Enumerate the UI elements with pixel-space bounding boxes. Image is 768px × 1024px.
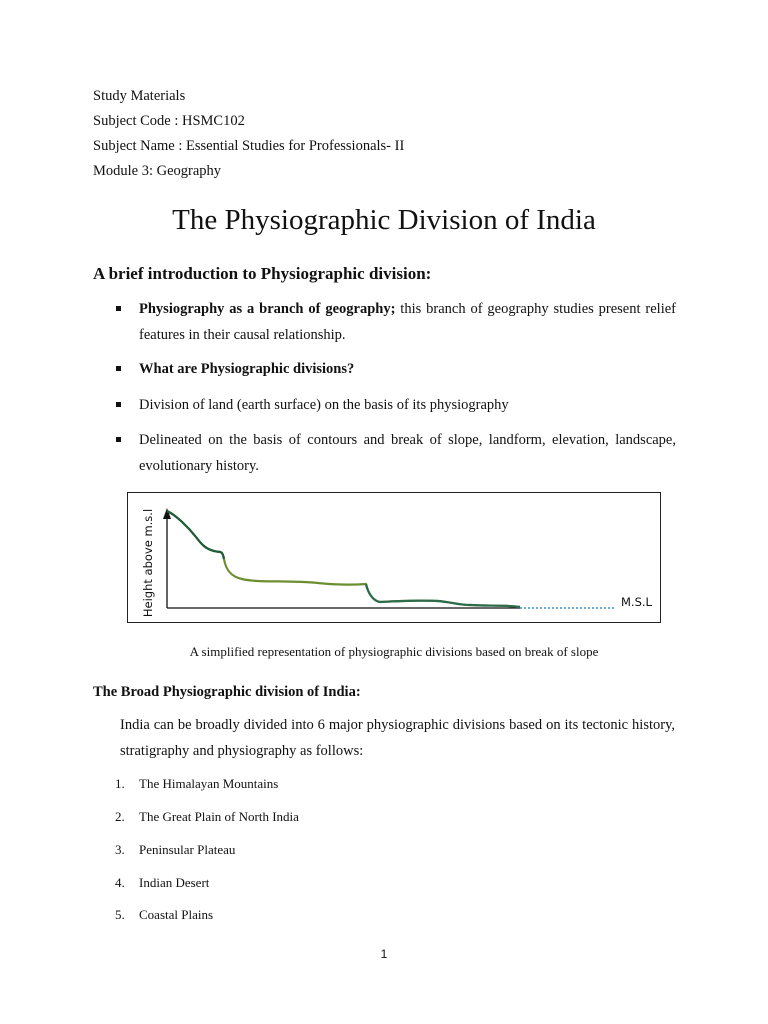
- bullet-lead: What are Physiographic divisions?: [139, 361, 355, 377]
- slope-profile-figure: [127, 492, 661, 623]
- bullet-square-icon: [116, 306, 121, 311]
- bullet-item: [116, 393, 676, 419]
- bullet-text: Division of land (earth surface) on the basis of its physiography: [139, 397, 509, 413]
- bullet-lead: Physiography as a branch of geography;: [139, 301, 396, 317]
- header-study-materials: Study Materials: [93, 88, 186, 104]
- figure-caption: A simplified representation of physiographic divisions based on break of slope: [189, 644, 599, 659]
- list-label: The Himalayan Mountains: [139, 776, 279, 791]
- mountain-profile-segment: [167, 511, 224, 559]
- list-label: The Great Plain of North India: [139, 809, 299, 824]
- document-title: The Physiographic Division of India: [172, 204, 596, 236]
- page-number: 1: [380, 947, 388, 961]
- bullet-text: Delineated on the basis of contours and break of slope, landform, elevation, landscape, evolutionary history.: [139, 432, 676, 474]
- list-item: [115, 906, 213, 924]
- list-label: Coastal Plains: [139, 907, 214, 922]
- list-item: [115, 841, 235, 859]
- list-label: Indian Desert: [139, 875, 210, 890]
- slope-profile-diagram: [128, 493, 662, 624]
- list-item: [115, 775, 278, 793]
- msl-label: M.S.L: [621, 595, 652, 609]
- list-number: 1.: [115, 776, 125, 791]
- bullet-item: [116, 357, 676, 383]
- plain-profile-segment: [366, 584, 520, 607]
- header-subject-name: Subject Name : Essential Studies for Professionals- II: [93, 138, 405, 154]
- bullet-item: [116, 297, 676, 348]
- list-number: 2.: [115, 809, 125, 824]
- list-number: 3.: [115, 842, 125, 857]
- y-axis-label: Height above m.s.l: [141, 508, 155, 618]
- header-subject-code: Subject Code : HSMC102: [93, 113, 245, 129]
- list-number: 4.: [115, 875, 125, 890]
- list-label: Peninsular Plateau: [139, 842, 236, 857]
- list-item: [115, 808, 299, 826]
- list-number: 5.: [115, 907, 125, 922]
- list-item: [115, 874, 209, 892]
- broad-division-heading: The Broad Physiographic division of India:: [93, 684, 361, 700]
- intro-heading: A brief introduction to Physiographic division:: [93, 264, 432, 283]
- bullet-text: this branch of geography studies present relief features in their causal relationship.: [139, 301, 676, 343]
- broad-division-paragraph: India can be broadly divided into 6 major physiographic divisions based on its tectonic history, stratigraphy and physiography as follows:: [120, 717, 675, 759]
- bullet-square-icon: [116, 437, 121, 442]
- bullet-square-icon: [116, 366, 121, 371]
- bullet-item: [116, 428, 676, 479]
- relief-profile-line: [167, 511, 520, 607]
- header-module: Module 3: Geography: [93, 163, 222, 179]
- bullet-square-icon: [116, 402, 121, 407]
